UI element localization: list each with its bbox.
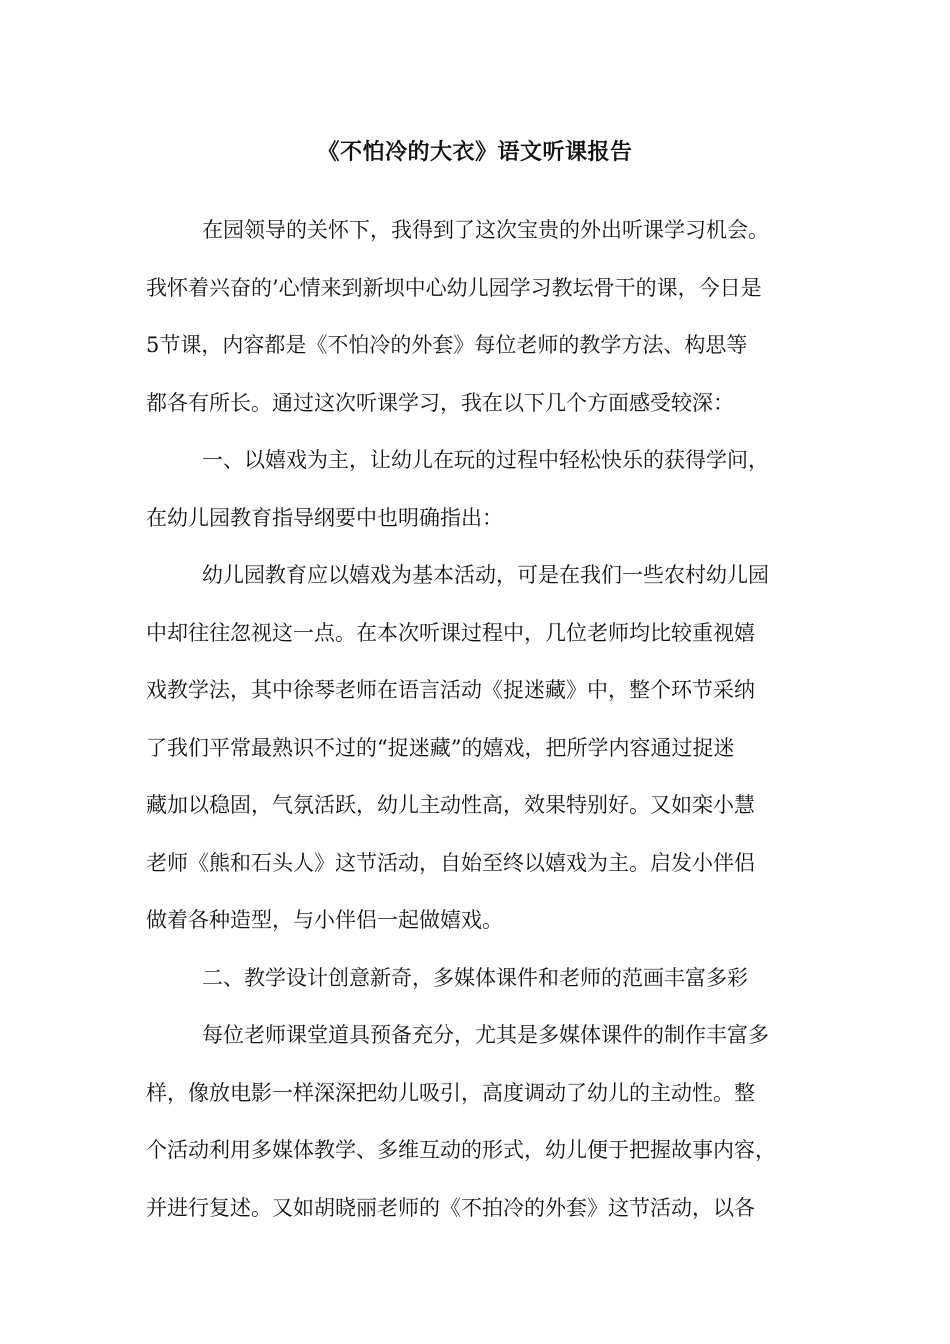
body-text-line: 戏教学法，其中徐琴老师在语言活动《捉迷藏》中，整个环节采纳 xyxy=(146,678,755,702)
document-body xyxy=(146,202,816,1237)
body-text-line: 幼儿园教育应以嬉戏为基本活动，可是在我们一些农村幼儿园 xyxy=(202,563,769,587)
body-text-line: 在幼儿园教育指导纲要中也明确指出： xyxy=(146,505,503,530)
body-text-line: 了我们平常最熟识不过的“捉迷藏”的嬉戏，把所学内容通过捉迷 xyxy=(146,735,735,760)
body-text-line: 一、以嬉戏为主，让幼儿在玩的过程中轻松快乐的获得学问， xyxy=(202,448,769,472)
body-text-line: 做着各种造型，与小伴侣一起做嬉戏。 xyxy=(146,908,503,932)
body-text-line: 样，像放电影一样深深把幼儿吸引，高度调动了幼儿的主动性。整 xyxy=(146,1080,755,1105)
body-text-line: 二、教学设计创意新奇，多媒体课件和老师的范画丰富多彩 xyxy=(202,965,748,990)
body-text-line: 并进行复述。又如胡晓丽老师的《不拍冷的外套》这节活动，以各 xyxy=(146,1195,755,1220)
body-text-line: 5节课，内容都是《不怕冷的外套》每位老师的教学方法、构思等 xyxy=(146,333,748,357)
body-text-line: 个活动利用多媒体教学、多维互动的形式，幼儿便于把握故事内容， xyxy=(146,1138,776,1162)
body-text-line: 中却往往忽视这一点。在本次听课过程中，几位老师均比较重视嬉 xyxy=(146,620,755,645)
document-title: 《不怕冷的大衣》语文听课报告 xyxy=(317,139,633,165)
body-text-line: 藏加以稳固，气氛活跃，幼儿主动性高，效果特别好。又如栾小慧 xyxy=(146,793,755,817)
body-text-line: 老师《熊和石头人》这节活动，自始至终以嬉戏为主。启发小伴侣 xyxy=(146,850,755,875)
body-text-line: 在园领导的关怀下，我得到了这次宝贵的外出听课学习机会。 xyxy=(202,218,769,242)
body-text-line: 都各有所长。通过这次听课学习，我在以下几个方面感受较深： xyxy=(146,390,734,415)
body-text-line: 我怀着兴奋的’心情来到新坝中心幼儿园学习教坛骨干的课，今日是 xyxy=(146,275,762,300)
body-text-line: 每位老师课堂道具预备充分，尤其是多媒体课件的制作丰富多 xyxy=(202,1023,769,1047)
